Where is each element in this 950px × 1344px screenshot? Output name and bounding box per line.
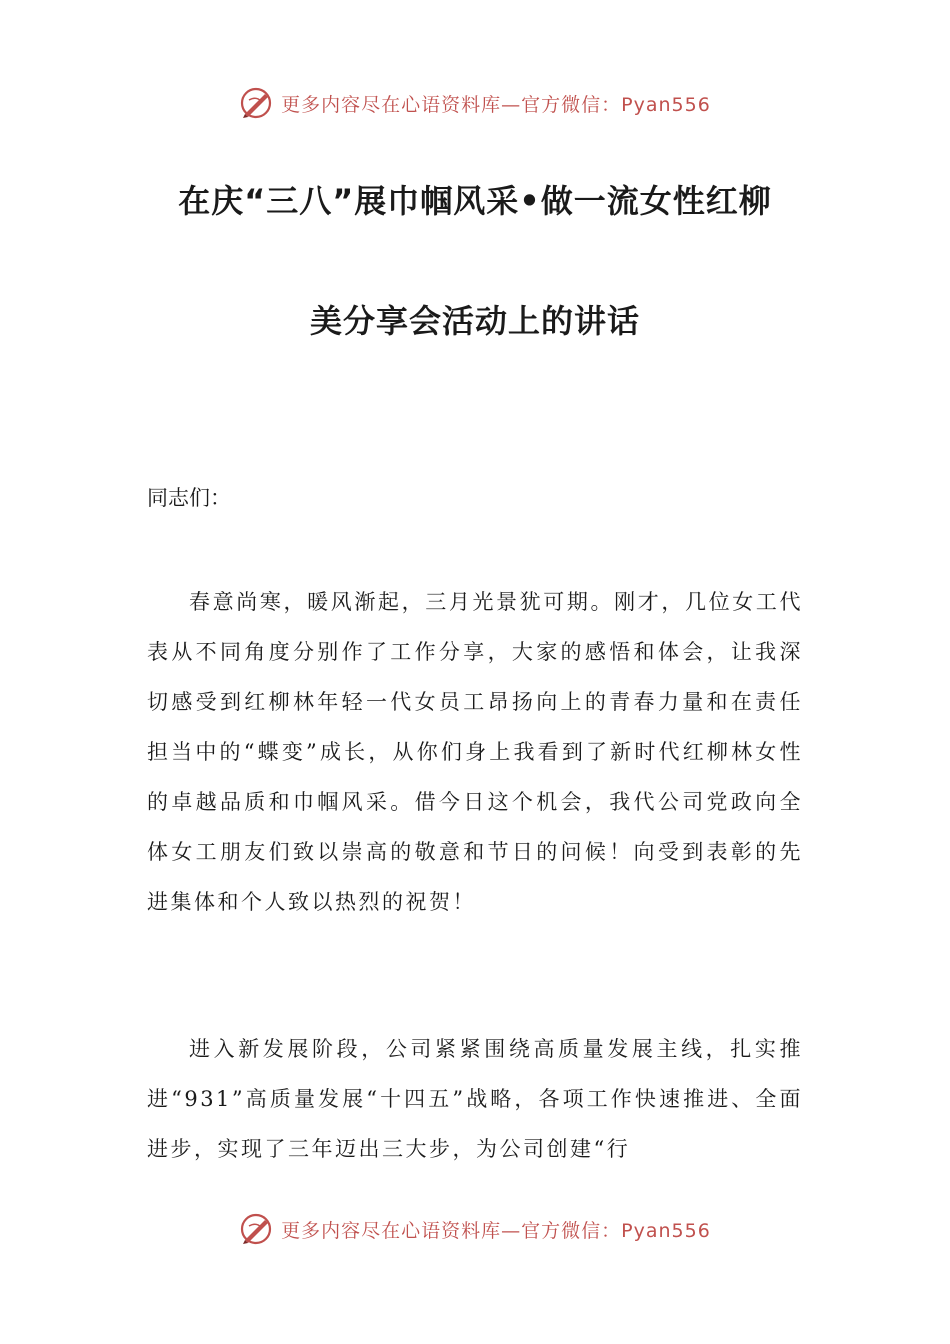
- title-line-1: 在庆“三八”展巾帼风采•做一流女性红柳: [178, 182, 772, 220]
- pen-logo-icon: [239, 1212, 273, 1246]
- paragraph-2: 进入新发展阶段，公司紧紧围绕高质量发展主线，扎实推进“931”高质量发展“十四五”战略，各项工作快速推进、全面进步，实现了三年迈出三大步，为公司创建“行: [147, 1037, 803, 1161]
- banner-text: 更多内容尽在心语资料库—官方微信：: [281, 93, 622, 116]
- header-banner: [0, 83, 950, 123]
- salutation: 同志们：: [147, 486, 231, 510]
- pen-logo-icon: [239, 86, 273, 120]
- footer-banner: [0, 1209, 950, 1249]
- title-line-2: 美分享会活动上的讲话: [309, 302, 640, 340]
- banner-text: 更多内容尽在心语资料库—官方微信：: [281, 1219, 622, 1242]
- paragraph-1: 春意尚寒，暖风渐起，三月光景犹可期。刚才，几位女工代表从不同角度分别作了工作分享，大家的感悟和体会，让我深切感受到红柳林年轻一代女员工昂扬向上的青春力量和在责任担当中的“蝶变”成长，从你们身上我看到了新时代红柳林女性的卓越品质和巾帼风采。借今日这个机会，我代公司党政向全体女工朋友们致以崇高的敬意和节日的问候！向受到表彰的先进集体和个人致以热烈的祝贺！: [147, 590, 803, 914]
- wechat-id: Pyan556: [621, 1219, 711, 1242]
- wechat-id: Pyan556: [621, 93, 711, 116]
